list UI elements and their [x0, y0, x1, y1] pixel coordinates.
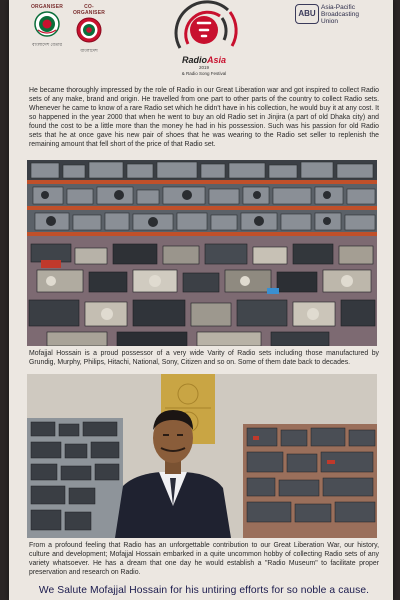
festival-title: [159, 56, 249, 65]
intro-paragraph: He became thoroughly impressed by the role of Radio in our Great Liberation war and got inspired to collect Radio sets of any make, brand and origin. He travelled from one part to other parts of the country to collect Radio sets. Whenever he came to know of a rare Radio set which he didn't have in his collection, he would buy it at any cost. It so happened in the year 2000 that when he went to buy an old Radio set in Jinjira (a part of old Dhaka city) and found the cost to be a little more than the money he had in his possession. Such was his passion for old Radio sets that he at once gave his new pair of shoes that he was wearing to the Radio set seller to replenish the remaining amount that fell short of the price of that Radio set.: [29, 87, 379, 148]
abu-name-line3: Union: [321, 18, 338, 25]
organiser-caption: ORGANISER: [30, 4, 64, 10]
abu-name: [321, 4, 359, 25]
abu-name-line2: Broadcasting: [321, 11, 359, 18]
radio-waves-icon: [164, 0, 244, 58]
bangladesh-betar-seal-icon: [34, 11, 60, 37]
abu-name-line1: Asia-Pacific: [321, 4, 355, 11]
salute-line: We Salute Mofajjal Hossain for his untiring efforts for so noble a cause.: [38, 585, 370, 596]
abu-mark: ABU: [295, 4, 319, 24]
collection-caption: Mofajjal Hossain is a proud possessor of a very wide Varity of Radio sets including those manufactured by Grundig, Murphy, Philips, Hitachi, National, Sony, Citizen and so on. Some of them date back to decades.: [29, 350, 379, 366]
co-organiser-subcaption: বাংলাদেশ: [80, 48, 98, 53]
festival-subtitle: & Radio Song Festival: [181, 71, 227, 76]
festival-year: 2019: [198, 65, 209, 70]
organiser-subcaption: বাংলাদেশ বেতার: [32, 42, 62, 47]
organiser-logo: [27, 4, 67, 48]
festival-brand: Radio: [181, 55, 207, 65]
co-organiser-seal-icon: [76, 17, 102, 43]
poster-header: [9, 0, 393, 82]
abu-logo: [295, 4, 389, 26]
co-organiser-logo: [69, 4, 109, 54]
dream-paragraph: From a profound feeling that Radio has an unforgettable contribution to our Great Liberation War, our history, culture and development; Mofajjal Hossain embarked in a quite uncommon hobby of collecting Radio sets of any variety whatsoever. He has a dream that one day he would establish a "Radio Museum" to facilitate proper preservation and research on Radio.: [29, 542, 379, 576]
poster: [9, 0, 393, 600]
festival-brand-accent: Asia: [207, 55, 227, 65]
collector-portrait-photo: [27, 374, 377, 538]
radio-asia-festival-logo: [159, 0, 249, 80]
co-organiser-caption: CO-ORGANISER: [72, 4, 106, 16]
radio-collection-photo: [27, 160, 377, 346]
